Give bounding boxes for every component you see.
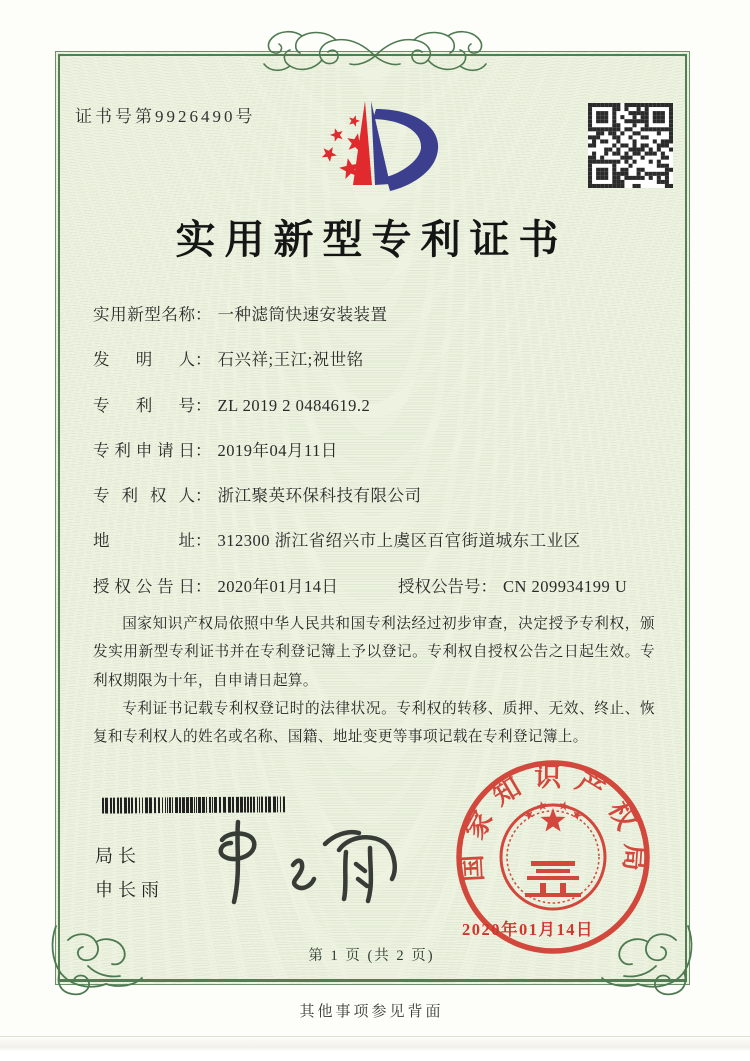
field-colon: ： [195,305,212,324]
field-row-address [93,530,661,575]
field-label: 实用新型名称 [93,305,195,324]
field-colon: ： [195,486,212,506]
field-row-patent-number [93,395,661,440]
body-paragraph-2: 专利证书记载专利权登记时的法律状况。专利权的转移、质押、无效、终止、恢复和专利权人的姓名或名称、国籍、地址变更等事项记载在专利登记簿上。 [93,700,655,746]
qr-code-icon [588,103,673,188]
field-value: 石兴祥;王江;祝世铭 [217,350,364,370]
field-label: 专利号 [93,395,195,415]
field-label: 地址 [93,531,195,551]
field-row-inventors [93,349,661,394]
field-value: ZL 2019 2 0484619.2 [217,395,371,415]
field-value: 2019年04月11日 [217,440,338,460]
director-signature-icon [198,812,408,910]
field-label: 授权公告日 [93,576,195,596]
certificate-number: 证书号第9926490号 [75,107,256,126]
back-note: 其他事项参见背面 [299,1004,444,1020]
signer-title: 局长 [95,846,141,866]
field-row-patentee [93,485,661,530]
certificate-title: 实用新型专利证书 [175,217,568,262]
field-label: 专利权人 [93,486,195,506]
seal-emblem [501,801,605,909]
body-paragraph-1: 国家知识产权局依照中华人民共和国专利法经过初步审查，决定授予专利权，颁发实用新型专利证书并在专利登记簿上予以登记。专利权自授权公告之日起生效。专利权期限为十年，自申请日起算。 [93,616,655,689]
field-value: 2020年01月14日 [217,576,339,596]
field-colon: ： [480,576,497,596]
field-group-grant-number [398,576,627,598]
field-colon: ： [195,576,212,596]
top-ornament-icon [258,26,492,78]
field-colon: ： [195,531,212,551]
field-label: 专利申请日 [93,440,195,460]
paper-edge [0,1036,750,1061]
field-label: 授权公告号 [398,576,481,596]
field-value: 312300 浙江省绍兴市上虞区百官街道城东工业区 [217,531,581,551]
field-label: 发明人 [93,350,195,370]
seal-circular-text: 国家知识产权局 [456,761,651,884]
cnipa-logo-icon [292,97,464,207]
field-row-name [93,304,661,349]
seal-date: 2020年01月14日 [462,920,594,939]
page-indicator: 第 1 页 (共 2 页) [308,948,435,964]
field-value: CN 209934199 U [503,576,628,596]
field-colon: ： [195,440,212,460]
signer-name: 申长雨 [95,880,164,900]
field-value: 一种滤筒快速安装装置 [217,305,388,324]
certificate-fields [93,304,661,621]
field-row-filing-date [93,440,661,485]
field-value: 浙江聚英环保科技有限公司 [217,486,422,506]
field-colon: ： [195,350,212,370]
certificate-body [93,610,655,751]
field-colon: ： [195,395,212,415]
